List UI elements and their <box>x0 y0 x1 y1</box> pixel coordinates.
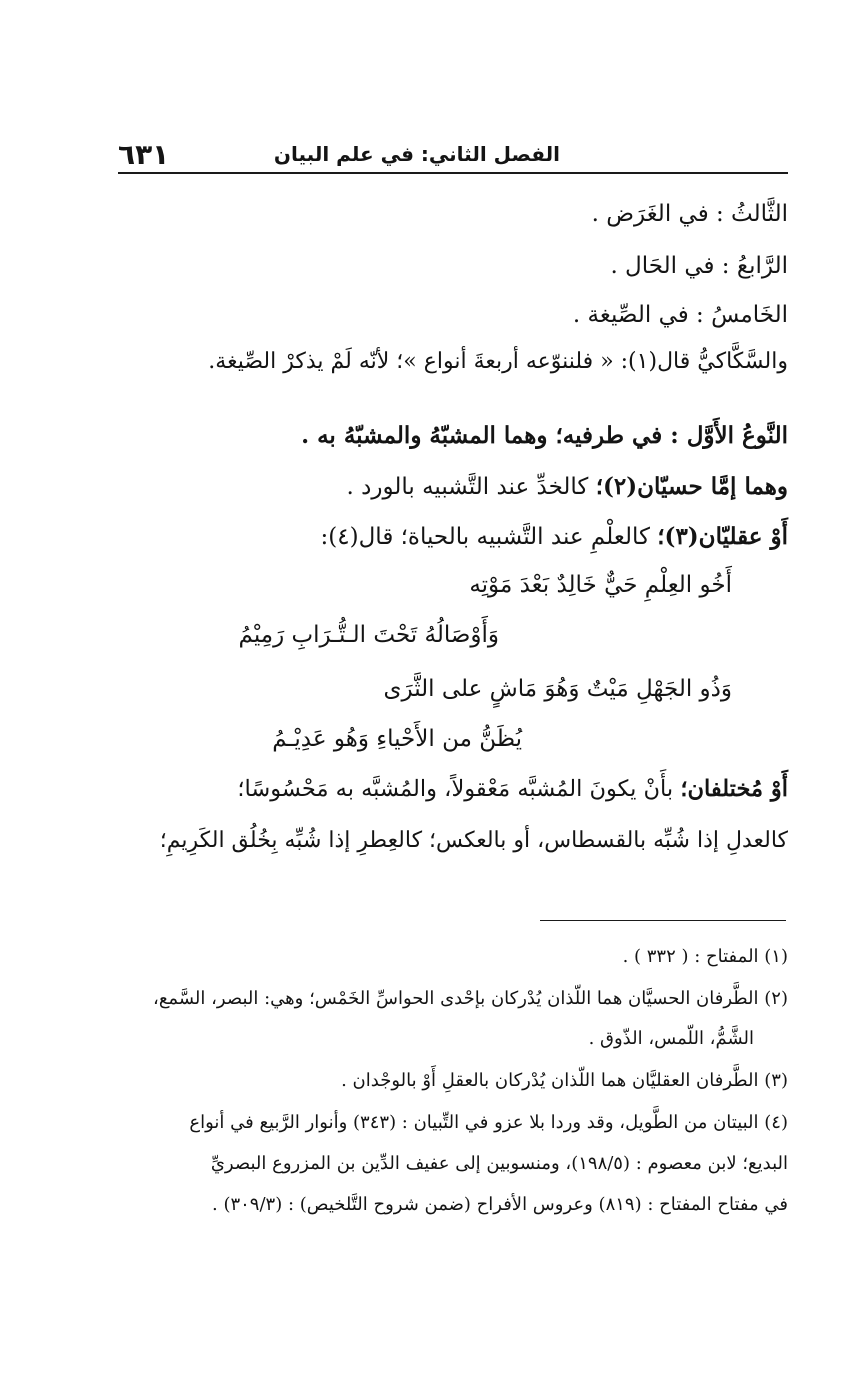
verse-1-first-hemistich: أَخُو العِلْمِ حَيٌّ خَالِدٌ بَعْدَ مَوْتِه <box>469 572 732 598</box>
verse-2-first-hemistich: وَذُو الجَهْلِ مَيْتٌ وَهُوَ مَاشٍ على الثَّرَى <box>383 676 732 702</box>
body-line-1: الثَّالثُ : في الغَرَض . <box>591 201 788 227</box>
footnote-2-line-1: (٢) الطَّرفان الحسيَّان هما اللّذان يُدْركان بإحْدى الحواسِّ الخَمْس؛ وهي: البصر، السَّمع، <box>153 988 788 1009</box>
body-line-7-rest: كالعلْمِ عند التَّشبيه بالحياة؛ قال(٤): <box>320 524 658 550</box>
footnote-4-line-3: في مفتاح المفتاح : (٨١٩) وعروس الأفراح (ضمن شروح التَّلخيص) : (٣٠٩/٣) . <box>212 1194 788 1215</box>
body-line-2: الرَّابعُ : في الحَال . <box>610 253 788 279</box>
page-header <box>118 136 788 176</box>
page-number: ٦٣١ <box>118 138 170 171</box>
footnote-4-line-2: البديع؛ لابن معصوم : (١٩٨/٥)، ومنسوبين إلى عفيف الدِّين بن المزروع البصريِّ <box>210 1153 788 1174</box>
verse-2-second-hemistich: يُظَنُّ من الأَحْياءِ وَهُو عَدِيْـمُ <box>272 726 522 752</box>
verse-1-second-hemistich: وَأَوْصَالُهُ تَحْتَ الـتُّـرَابِ رَمِيْمُ <box>238 622 499 648</box>
sensory-term: وهما إمَّا حسيّان(٢)؛ <box>595 473 788 500</box>
footnote-2-line-2: الشَّمُّ، اللّمس، الذّوق . <box>588 1028 754 1049</box>
running-title: الفصل الثاني: في علم البيان <box>273 142 560 166</box>
body-line-4: والسَّكَّاكيُّ قال(١): « فلننوّعه أربعةَ أنواع »؛ لأنّه لَمْ يذكرْ الصِّيغة. <box>208 349 788 374</box>
body-line-7 <box>118 522 788 552</box>
section-heading: النَّوعُ الأَوَّل : في طرفيه؛ وهما المشبّهُ والمشبّهُ به . <box>301 422 788 449</box>
body-line-9: كالعدلِ إذا شُبِّه بالقسطاس، أو بالعكس؛ كالعِطرِ إذا شُبِّه بِخُلُق الكَرِيمِ؛ <box>159 828 788 853</box>
body-line-3: الخَامسُ : في الصِّيغة . <box>572 302 788 328</box>
body-line-6-rest: كالخدِّ عند التَّشبيه بالورد . <box>346 474 596 500</box>
footnote-separator <box>540 920 786 921</box>
header-rule <box>118 172 788 174</box>
body-line-6 <box>118 472 788 502</box>
mixed-term: أَوْ مُختلفان؛ <box>680 776 788 802</box>
body-line-8-rest: بأَنْ يكونَ المُشبَّه مَعْقولاً، والمُشبَّه به مَحْسُوسًا؛ <box>237 776 681 802</box>
footnote-3: (٣) الطَّرفان العقليَّان هما اللّذان يُدْركان بالعقلِ أَوْ بالوجْدان . <box>341 1070 788 1091</box>
intellectual-term: أَوْ عقليّان(٣)؛ <box>657 523 788 550</box>
footnote-4-line-1: (٤) البيتان من الطَّويل، وقد وردا بلا عزو في التِّبيان : (٣٤٣) وأنوار الرَّبيع في أنواع <box>189 1112 788 1133</box>
body-line-8 <box>118 774 788 804</box>
footnote-1: (١) المفتاح : ( ٣٣٢ ) . <box>622 946 788 967</box>
